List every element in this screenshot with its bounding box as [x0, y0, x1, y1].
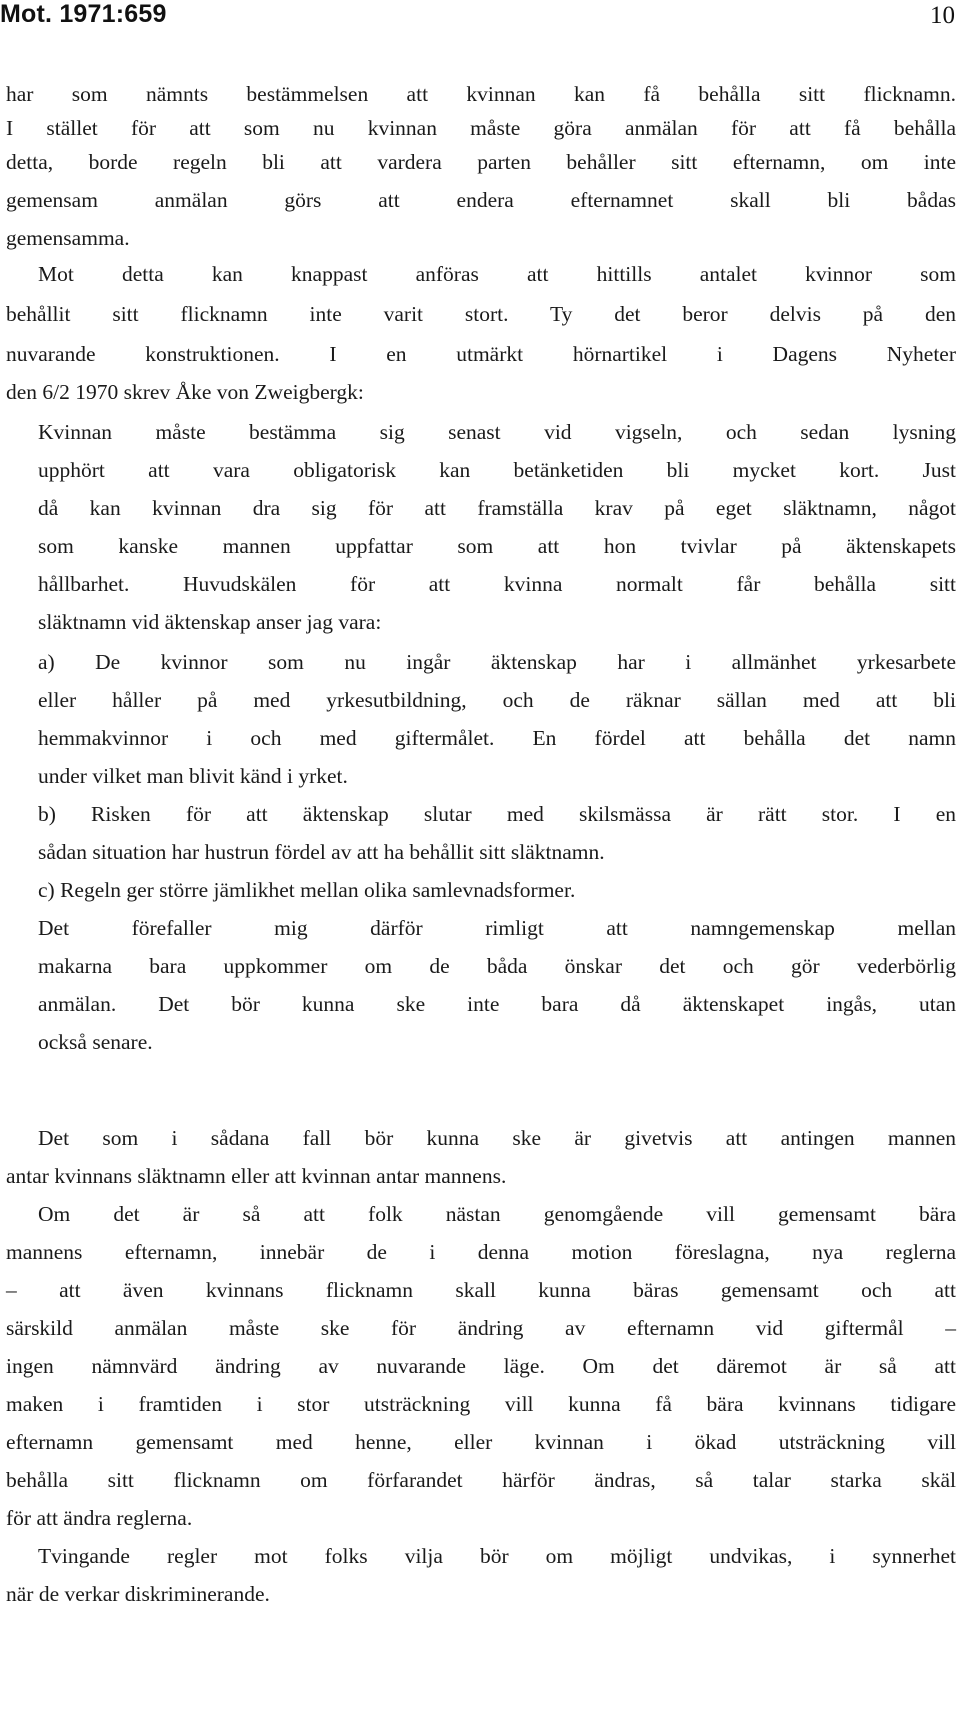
quote-line: då kan kvinnan dra sig för att framställa krav på eget släktnamn, något [38, 496, 956, 520]
text-line: Mot detta kan knappast anföras att hittills antalet kvinnor som [38, 262, 956, 286]
text-line: gemensam anmälan görs att endera efternamnet skall bli bådas [6, 188, 956, 212]
quote-line: b) Risken för att äktenskap slutar med skilsmässa är rätt stor. I en [38, 802, 956, 826]
text-line: detta, borde regeln bli att vardera parten behåller sitt efternamn, om inte [6, 150, 956, 174]
quote-line: också senare. [38, 1030, 153, 1054]
quote-line: hemmakvinnor i och med giftermålet. En fördel att behålla det namn [38, 726, 956, 750]
text-line: har som nämnts bestämmelsen att kvinnan kan få behålla sitt flicknamn. [6, 82, 956, 106]
motion-reference: Mot. 1971:659 [0, 0, 167, 28]
text-line: för att ändra reglerna. [6, 1506, 193, 1530]
text-line: maken i framtiden i stor utsträckning vill kunna få bära kvinnans tidigare [6, 1392, 956, 1416]
quote-line: c) Regeln ger större jämlikhet mellan olika samlevnadsformer. [38, 878, 576, 902]
text-line: när de verkar diskriminerande. [6, 1582, 270, 1606]
text-line: antar kvinnans släktnamn eller att kvinnan antar mannens. [6, 1164, 507, 1188]
text-line: behållit sitt flicknamn inte varit stort. Ty det beror delvis på den [6, 302, 956, 326]
page-header [0, 0, 960, 40]
text-line: särskild anmälan måste ske för ändring av efternamn vid giftermål – [6, 1316, 956, 1340]
text-line: Det som i sådana fall bör kunna ske är givetvis att antingen mannen [38, 1126, 956, 1150]
quote-line: hållbarhet. Huvudskälen för att kvinna normalt får behålla sitt [38, 572, 956, 596]
text-line: behålla sitt flicknamn om förfarandet härför ändras, så talar starka skäl [6, 1468, 956, 1492]
text-line: den 6/2 1970 skrev Åke von Zweigbergk: [6, 380, 364, 404]
text-line: ingen nämnvärd ändring av nuvarande läge. Om det däremot är så att [6, 1354, 956, 1378]
text-line: Tvingande regler mot folks vilja bör om möjligt undvikas, i synnerhet [38, 1544, 956, 1568]
text-line: Om det är så att folk nästan genomgående vill gemensamt bära [38, 1202, 956, 1226]
text-line: I stället för att som nu kvinnan måste göra anmälan för att få behålla [6, 116, 956, 140]
quote-line: Det förefaller mig därför rimligt att namngemenskap mellan [38, 916, 956, 940]
quote-line: anmälan. Det bör kunna ske inte bara då äktenskapet ingås, utan [38, 992, 956, 1016]
text-line: gemensamma. [6, 226, 130, 250]
text-line: – att även kvinnans flicknamn skall kunna bäras gemensamt och att [6, 1278, 956, 1302]
quote-line: upphört att vara obligatorisk kan betänketiden bli mycket kort. Just [38, 458, 956, 482]
quote-line: under vilket man blivit känd i yrket. [38, 764, 348, 788]
text-line: mannens efternamn, innebär de i denna motion föreslagna, nya reglerna [6, 1240, 956, 1264]
page-number: 10 [930, 2, 955, 29]
text-line: nuvarande konstruktionen. I en utmärkt hörnartikel i Dagens Nyheter [6, 342, 956, 366]
quote-line: a) De kvinnor som nu ingår äktenskap har i allmänhet yrkesarbete [38, 650, 956, 674]
quote-line: Kvinnan måste bestämma sig senast vid vigseln, och sedan lysning [38, 420, 956, 444]
text-line: efternamn gemensamt med henne, eller kvinnan i ökad utsträckning vill [6, 1430, 956, 1454]
quote-line: eller håller på med yrkesutbildning, och de räknar sällan med att bli [38, 688, 956, 712]
quote-line: som kanske mannen uppfattar som att hon tvivlar på äktenskapets [38, 534, 956, 558]
quote-line: släktnamn vid äktenskap anser jag vara: [38, 610, 382, 634]
quote-line: makarna bara uppkommer om de båda önskar det och gör vederbörlig [38, 954, 956, 978]
quote-line: sådan situation har hustrun fördel av att ha behållit sitt släktnamn. [38, 840, 605, 864]
